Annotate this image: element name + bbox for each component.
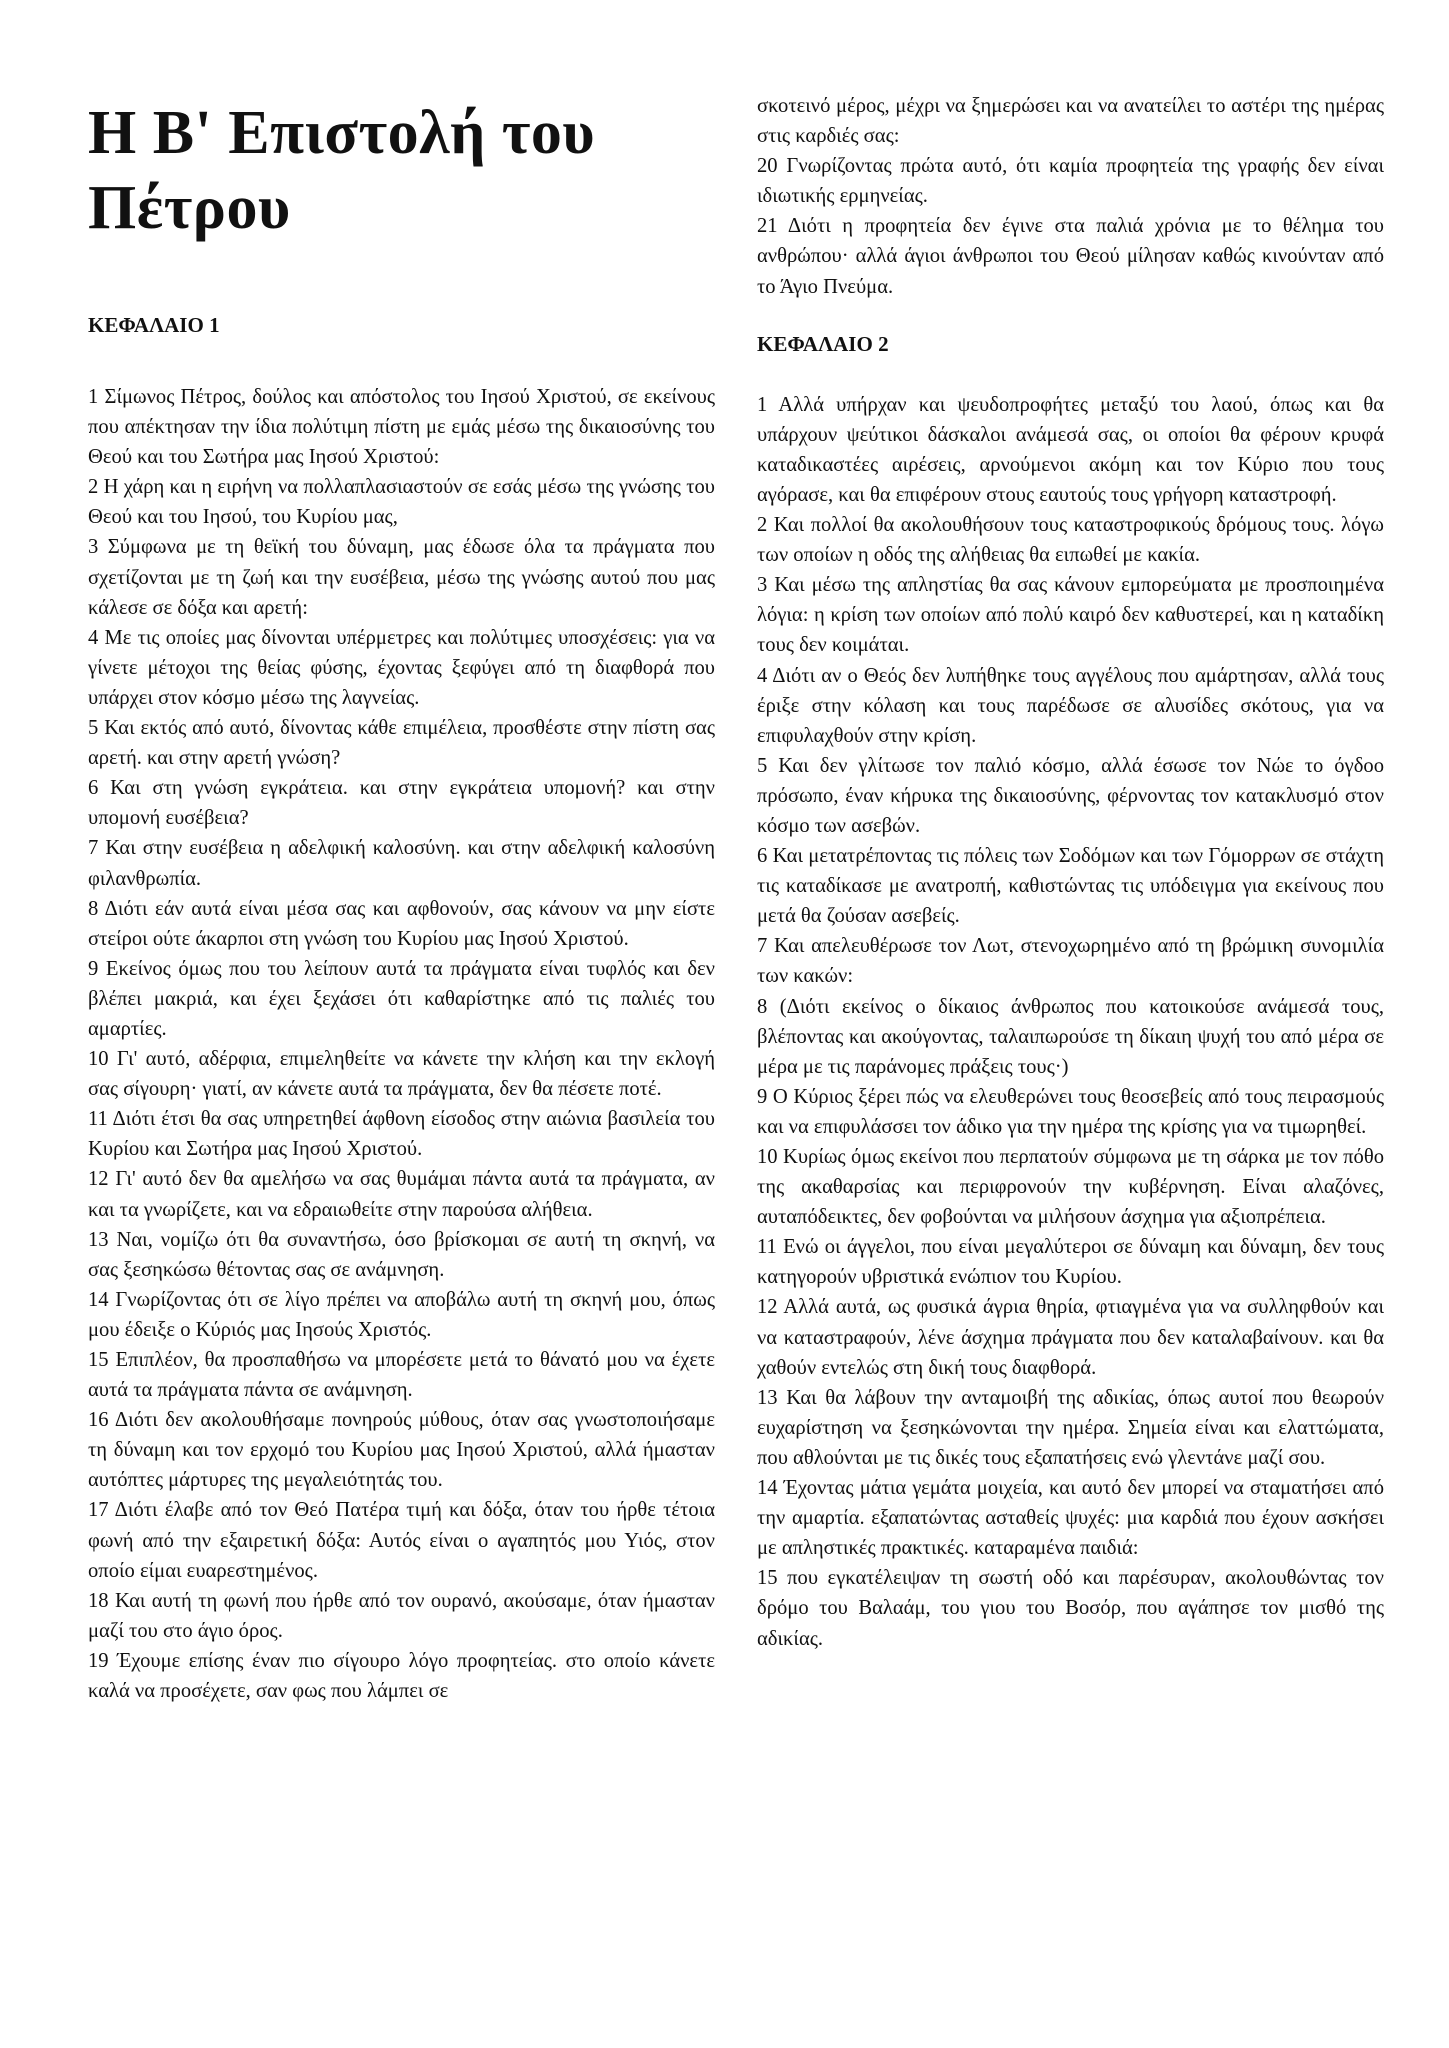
verse-2-1: 1 Αλλά υπήρχαν και ψευδοπροφήτες μεταξύ του λαού, όπως και θα υπάρχουν ψεύτικοι δάσκαλοι ανάμεσά σας, οι οποίοι θα φέρουν κρυφά καταδικαστέες αιρέσεις, αρνούμενοι ακόμη και τον Κύριο που τους αγόρασε, και θα επιφέρουν στους εαυτούς τους γρήγορη καταστροφή. xyxy=(757,393,1384,506)
verse-2-9: 9 Ο Κύριος ξέρει πώς να ελευθερώνει τους θεοσεβείς από τους πειρασμούς και να επιφυλάσσει τον άδικο για την ημέρα της κρίσης για να τιμωρηθεί. xyxy=(757,1085,1384,1138)
verse-2-15: 15 που εγκατέλειψαν τη σωστή οδό και παρέσυραν, ακολουθώντας τον δρόμο του Βαλαάμ, του γιου του Βοσόρ, που αγάπησε τον μισθό της αδικίας. xyxy=(757,1567,1384,1650)
verse-1-5: 5 Και εκτός από αυτό, δίνοντας κάθε επιμέλεια, προσθέστε στην πίστη σας αρετή. και στην αρετή γνώση? xyxy=(88,717,715,770)
verse-2-11: 11 Ενώ οι άγγελοι, που είναι μεγαλύτεροι σε δύναμη και δύναμη, δεν τους κατηγορούν υβριστικά ενώπιον του Κυρίου. xyxy=(757,1236,1384,1289)
verse-1-15: 15 Επιπλέον, θα προσπαθήσω να μπορέσετε μετά το θάνατό μου να έχετε αυτά τα πράγματα πάντα σε ανάμνηση. xyxy=(88,1349,715,1402)
verse-1-9: 9 Εκείνος όμως που του λείπουν αυτά τα πράγματα είναι τυφλός και δεν βλέπει μακριά, και έχει ξεχάσει ότι καθαρίστηκε από τις παλιές του αμαρτίες. xyxy=(88,957,715,1040)
verse-1-21: 21 Διότι η προφητεία δεν έγινε στα παλιά χρόνια με το θέλημα του ανθρώπου· αλλά άγιοι άνθρωποι του Θεού μίλησαν καθώς κινούνταν από το Άγιο Πνεύμα. xyxy=(757,215,1384,298)
chapter-1-verses xyxy=(88,382,715,1706)
chapter-1-heading: ΚΕΦΑΛΑΙΟ 1 xyxy=(88,313,220,337)
verse-1-10: 10 Γι' αυτό, αδέρφια, επιμεληθείτε να κάνετε την κλήση και την εκλογή σας σίγουρη· γιατί, αν κάνετε αυτά τα πράγματα, δεν θα πέσετε ποτέ. xyxy=(88,1048,715,1101)
verse-1-11: 11 Διότι έτσι θα σας υπηρετηθεί άφθονη είσοδος στην αιώνια βασιλεία του Κυρίου και Σωτήρα μας Ιησού Χριστού. xyxy=(88,1108,715,1161)
verse-1-4: 4 Με τις οποίες μας δίνονται υπέρμετρες και πολύτιμες υποσχέσεις: για να γίνετε μέτοχοι της θείας φύσης, έχοντας ξεφύγει από τη διαφθορά που υπάρχει στον κόσμο μέσω της λαγνείας. xyxy=(88,626,715,709)
verse-1-1: 1 Σίμωνος Πέτρος, δούλος και απόστολος του Ιησού Χριστού, σε εκείνους που απέκτησαν την ίδια πολύτιμη πίστη με εμάς μέσω της δικαιοσύνης του Θεού και του Σωτήρα μας Ιησού Χριστού: xyxy=(88,386,715,469)
chapter-1-continuation xyxy=(757,91,1384,302)
verse-2-3: 3 Και μέσω της απληστίας θα σας κάνουν εμπορεύματα με προσποιημένα λόγια: η κρίση των οποίων από πολύ καιρό δεν καθυστερεί, και η καταδίκη τους δεν κοιμάται. xyxy=(757,574,1384,657)
verse-2-13: 13 Και θα λάβουν την ανταμοιβή της αδικίας, όπως αυτοί που θεωρούν ευχαρίστηση να ξεσηκώνονται την ημέρα. Σημεία είναι και ελαττώματα, που αθλούνται με τις δικές τους εξαπατήσεις ενώ γλεντάνε μαζί σου. xyxy=(757,1386,1384,1469)
verse-2-8: 8 (Διότι εκείνος ο δίκαιος άνθρωπος που κατοικούσε ανάμεσά τους, βλέποντας και ακούγοντας, ταλαιπωρούσε τη δίκαιη ψυχή του από μέρα σε μέρα με τις παράνομες πράξεις τους·) xyxy=(757,995,1384,1078)
verse-1-19: 19 Έχουμε επίσης έναν πιο σίγουρο λόγο προφητείας. στο οποίο κάνετε καλά να προσέχετε, σαν φως που λάμπει σε xyxy=(88,1649,715,1703)
document-title: Η Β' Επιστολή του Πέτρου xyxy=(88,99,596,242)
chapter-2-heading: ΚΕΦΑΛΑΙΟ 2 xyxy=(757,331,889,356)
left-column xyxy=(88,88,715,1706)
verse-1-14: 14 Γνωρίζοντας ότι σε λίγο πρέπει να αποβάλω αυτή τη σκηνή μου, όπως μου έδειξε ο Κύριός μας Ιησούς Χριστός. xyxy=(88,1288,715,1341)
verse-2-4: 4 Διότι αν ο Θεός δεν λυπήθηκε τους αγγέλους που αμάρτησαν, αλλά τους έριξε στην κόλαση και τους παρέδωσε σε αλυσίδες σκότους, για να επιφυλαχθούν στην κρίση. xyxy=(757,664,1384,747)
chapter-2-verses xyxy=(757,390,1384,1654)
right-column xyxy=(757,91,1384,1654)
verse-1-18: 18 Και αυτή τη φωνή που ήρθε από τον ουρανό, ακούσαμε, όταν ήμασταν μαζί του στο άγιο όρος. xyxy=(88,1589,715,1642)
verse-1-3: 3 Σύμφωνα με τη θεϊκή του δύναμη, μας έδωσε όλα τα πράγματα που σχετίζονται με τη ζωή και την ευσέβεια, μέσω της γνώσης αυτού που μας κάλεσε σε δόξα και αρετή: xyxy=(88,536,715,619)
verse-1-13: 13 Ναι, νομίζω ότι θα συναντήσω, όσο βρίσκομαι σε αυτή τη σκηνή, να σας ξεσηκώσω θέτοντας σας σε ανάμνηση. xyxy=(88,1228,715,1281)
verse-1-8: 8 Διότι εάν αυτά είναι μέσα σας και αφθονούν, σας κάνουν να μην είστε στείροι ούτε άκαρποι στη γνώση του Κυρίου μας Ιησού Χριστού. xyxy=(88,897,715,950)
verse-2-14: 14 Έχοντας μάτια γεμάτα μοιχεία, και αυτό δεν μπορεί να σταματήσει από την αμαρτία. εξαπατώντας ασταθείς ψυχές: μια καρδιά που έχουν ασκήσει με απληστικές πρακτικές. καταραμένα παιδιά: xyxy=(757,1477,1384,1560)
verse-2-5: 5 Και δεν γλίτωσε τον παλιό κόσμο, αλλά έσωσε τον Νώε το όγδοο πρόσωπο, έναν κήρυκα της δικαιοσύνης, φέρνοντας τον κατακλυσμό στον κόσμο των ασεβών. xyxy=(757,754,1384,837)
verse-2-7: 7 Και απελευθέρωσε τον Λωτ, στενοχωρημένο από τη βρώμικη συνομιλία των κακών: xyxy=(757,935,1384,988)
verse-2-2: 2 Και πολλοί θα ακολουθήσουν τους καταστροφικούς δρόμους τους. λόγω των οποίων η οδός της αλήθειας θα ειπωθεί με κακία. xyxy=(757,514,1384,567)
verse-2-10: 10 Κυρίως όμως εκείνοι που περπατούν σύμφωνα με τη σάρκα με τον πόθο της ακαθαρσίας και περιφρονούν την κυβέρνηση. Είναι αλαζόνες, αυταπόδεικτες, δεν φοβούνται να μιλήσουν άσχημα για αξιοπρέπεια. xyxy=(757,1146,1384,1229)
verse-2-6: 6 Και μετατρέποντας τις πόλεις των Σοδόμων και των Γόμορρων σε στάχτη τις καταδίκασε με ανατροπή, καθιστώντας τις υπόδειγμα για εκείνους που μετά θα ζούσαν ασεβείς. xyxy=(757,845,1384,928)
verse-1-7: 7 Και στην ευσέβεια η αδελφική καλοσύνη. και στην αδελφική καλοσύνη φιλανθρωπία. xyxy=(88,837,715,890)
verse-1-19-continued: σκοτεινό μέρος, μέχρι να ξημερώσει και να ανατείλει το αστέρι της ημέρας στις καρδιές σας: xyxy=(757,95,1384,148)
verse-2-12: 12 Αλλά αυτά, ως φυσικά άγρια θηρία, φτιαγμένα για να συλληφθούν και να καταστραφούν, λένε άσχημα πράγματα που δεν καταλαβαίνουν. και θα χαθούν εντελώς στη δική τους διαφθορά. xyxy=(757,1296,1384,1379)
verse-1-20: 20 Γνωρίζοντας πρώτα αυτό, ότι καμία προφητεία της γραφής δεν είναι ιδιωτικής ερμηνείας. xyxy=(757,155,1384,208)
verse-1-2: 2 Η χάρη και η ειρήνη να πολλαπλασιαστούν σε εσάς μέσω της γνώσης του Θεού και του Ιησού, του Κυρίου μας, xyxy=(88,476,715,529)
verse-1-12: 12 Γι' αυτό δεν θα αμελήσω να σας θυμάμαι πάντα αυτά τα πράγματα, αν και τα γνωρίζετε, και να εδραιωθείτε στην παρούσα αλήθεια. xyxy=(88,1168,715,1221)
verse-1-16: 16 Διότι δεν ακολουθήσαμε πονηρούς μύθους, όταν σας γνωστοποιήσαμε τη δύναμη και τον ερχομό του Κυρίου μας Ιησού Χριστού, αλλά ήμασταν αυτόπτες μάρτυρες της μεγαλειότητάς του. xyxy=(88,1409,715,1492)
verse-1-17: 17 Διότι έλαβε από τον Θεό Πατέρα τιμή και δόξα, όταν του ήρθε τέτοια φωνή από την εξαιρετική δόξα: Αυτός είναι ο αγαπητός μου Υιός, στον οποίο είμαι ευαρεστημένος. xyxy=(88,1499,715,1582)
verse-1-6: 6 Και στη γνώση εγκράτεια. και στην εγκράτεια υπομονή? και στην υπομονή ευσέβεια? xyxy=(88,777,715,830)
